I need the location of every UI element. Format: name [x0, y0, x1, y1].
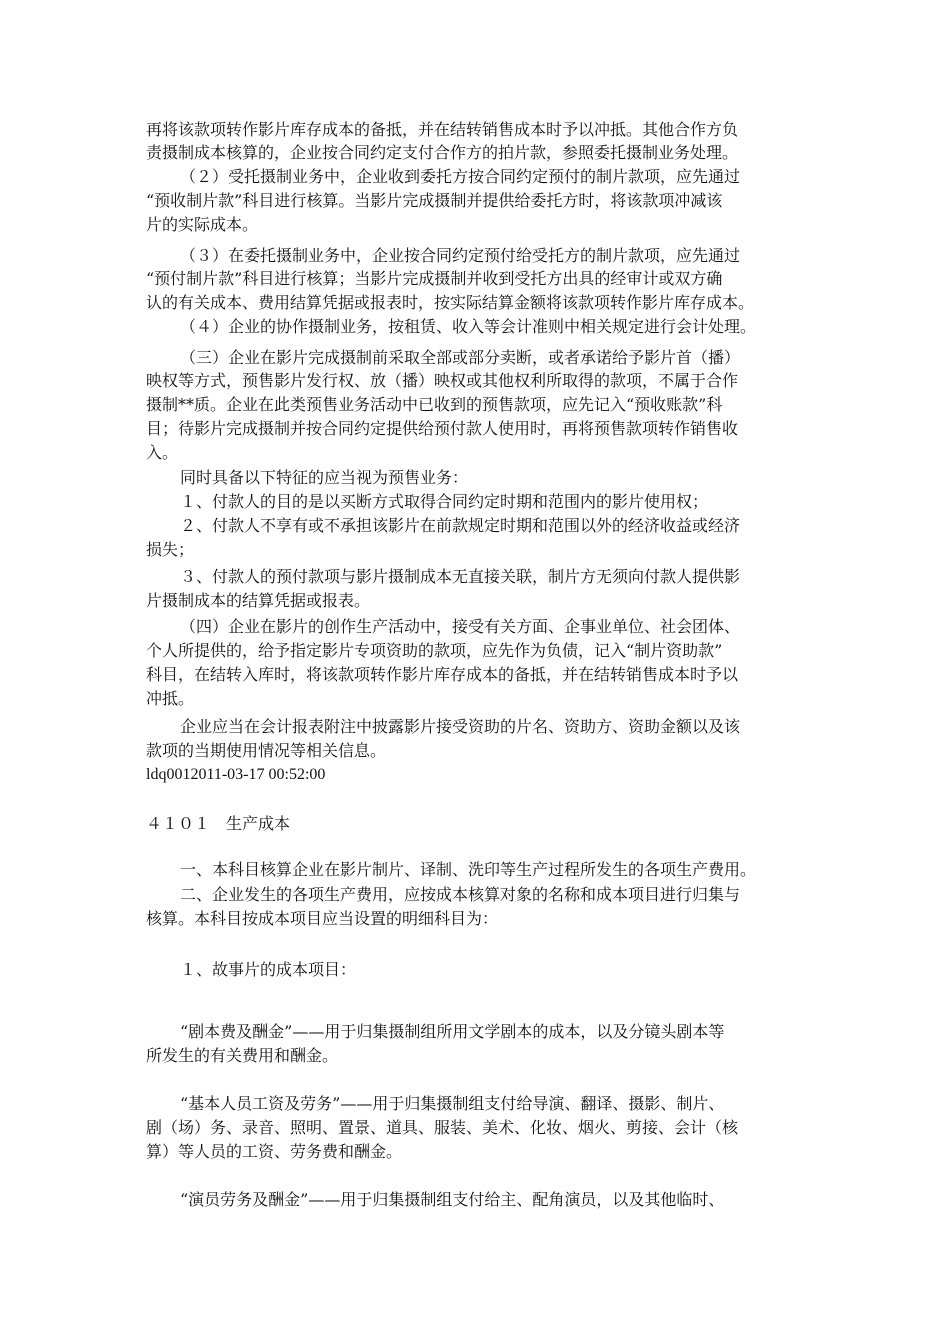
- text-line-20: 片摄制成本的结算凭据或报表。: [146, 591, 371, 610]
- text-line-37: 算）等人员的工资、劳务费和酬金。: [146, 1142, 403, 1161]
- text-line-13: 目；待影片完成摄制并按合同约定提供给预付款人使用时，再将预售款项转作销售收: [146, 419, 739, 438]
- text-line-12: 摄制**质。企业在此类预售业务活动中已收到的预售款项，应先记入“预收账款”科: [146, 395, 723, 414]
- text-line-14: 入。: [146, 443, 179, 462]
- text-line-17: ２、付款人不享有或不承担该影片在前款规定时期和范围以外的经济收益或经济: [180, 516, 741, 535]
- text-line-10: （三）企业在影片完成摄制前采取全部或部分卖断，或者承诺给予影片首（播）: [180, 348, 741, 367]
- text-line-35: “基本人员工资及劳务”——用于归集摄制组支付给导演、翻译、摄影、制片、: [180, 1094, 725, 1113]
- text-line-25: 企业应当在会计报表附注中披露影片接受资助的片名、资助方、资助金额以及该: [180, 717, 741, 736]
- text-line-22: 个人所提供的，给予指定影片专项资助的款项，应先作为负债，记入“制片资助款”: [146, 641, 723, 660]
- text-line-26: 款项的当期使用情况等相关信息。: [146, 741, 387, 760]
- text-line-8: 认的有关成本、费用结算凭据或报表时，按实际结算金额将该款项转作影片库存成本。: [146, 293, 755, 312]
- text-line-2: 责摄制成本核算的，企业按合同约定支付合作方的拍片款，参照委托摄制业务处理。: [146, 143, 739, 162]
- text-line-1: 再将该款项转作影片库存成本的备抵，并在结转销售成本时予以冲抵。其他合作方负: [146, 120, 739, 139]
- text-line-32: １、故事片的成本项目：: [180, 960, 357, 979]
- text-line-16: １、付款人的目的是以买断方式取得合同约定时期和范围内的影片使用权；: [180, 492, 709, 511]
- text-line-23: 科目，在结转入库时，将该款项转作影片库存成本的备抵，并在结转销售成本时予以: [146, 665, 739, 684]
- text-line-4: “预收制片款”科目进行核算。当影片完成摄制并提供给委托方时，将该款项冲减该: [146, 191, 723, 210]
- section-heading: ４１０１ 生产成本: [146, 814, 291, 833]
- text-line-15: 同时具备以下特征的应当视为预售业务：: [180, 468, 469, 487]
- text-line-33: “剧本费及酬金”——用于归集摄制组所用文学剧本的成本，以及分镜头剧本等: [180, 1022, 725, 1041]
- text-line-29: 一、本科目核算企业在影片制片、译制、洗印等生产过程所发生的各项生产费用。: [180, 860, 757, 879]
- text-line-6: （３）在委托摄制业务中，企业按合同约定预付给受托方的制片款项，应先通过: [180, 246, 741, 265]
- text-line-9: （４）企业的协作摄制业务，按租赁、收入等会计准则中相关规定进行会计处理。: [180, 317, 757, 336]
- text-line-19: ３、付款人的预付款项与影片摄制成本无直接关联，制片方无须向付款人提供影: [180, 567, 741, 586]
- text-line-5: 片的实际成本。: [146, 215, 259, 234]
- text-line-31: 核算。本科目按成本项目应当设置的明细科目为：: [146, 909, 499, 928]
- text-line-34: 所发生的有关费用和酬金。: [146, 1046, 339, 1065]
- timestamp-line: ldq0012011-03-17 00:52:00: [146, 766, 326, 783]
- text-line-38: “演员劳务及酬金”——用于归集摄制组支付给主、配角演员，以及其他临时、: [180, 1190, 725, 1209]
- text-line-30: 二、企业发生的各项生产费用，应按成本核算对象的名称和成本项目进行归集与: [180, 885, 741, 904]
- text-line-11: 映权等方式，预售影片发行权、放（播）映权或其他权利所取得的款项，不属于合作: [146, 371, 739, 390]
- text-line-21: （四）企业在影片的创作生产活动中，接受有关方面、企事业单位、社会团体、: [180, 617, 741, 636]
- text-line-24: 冲抵。: [146, 689, 195, 708]
- text-line-36: 剧（场）务、录音、照明、置景、道具、服装、美术、化妆、烟火、剪接、会计（核: [146, 1118, 739, 1137]
- text-line-7: “预付制片款”科目进行核算；当影片完成摄制并收到受托方出具的经审计或双方确: [146, 269, 723, 288]
- text-line-3: （２）受托摄制业务中，企业收到委托方按合同约定预付的制片款项，应先通过: [180, 167, 741, 186]
- text-line-18: 损失；: [146, 540, 195, 559]
